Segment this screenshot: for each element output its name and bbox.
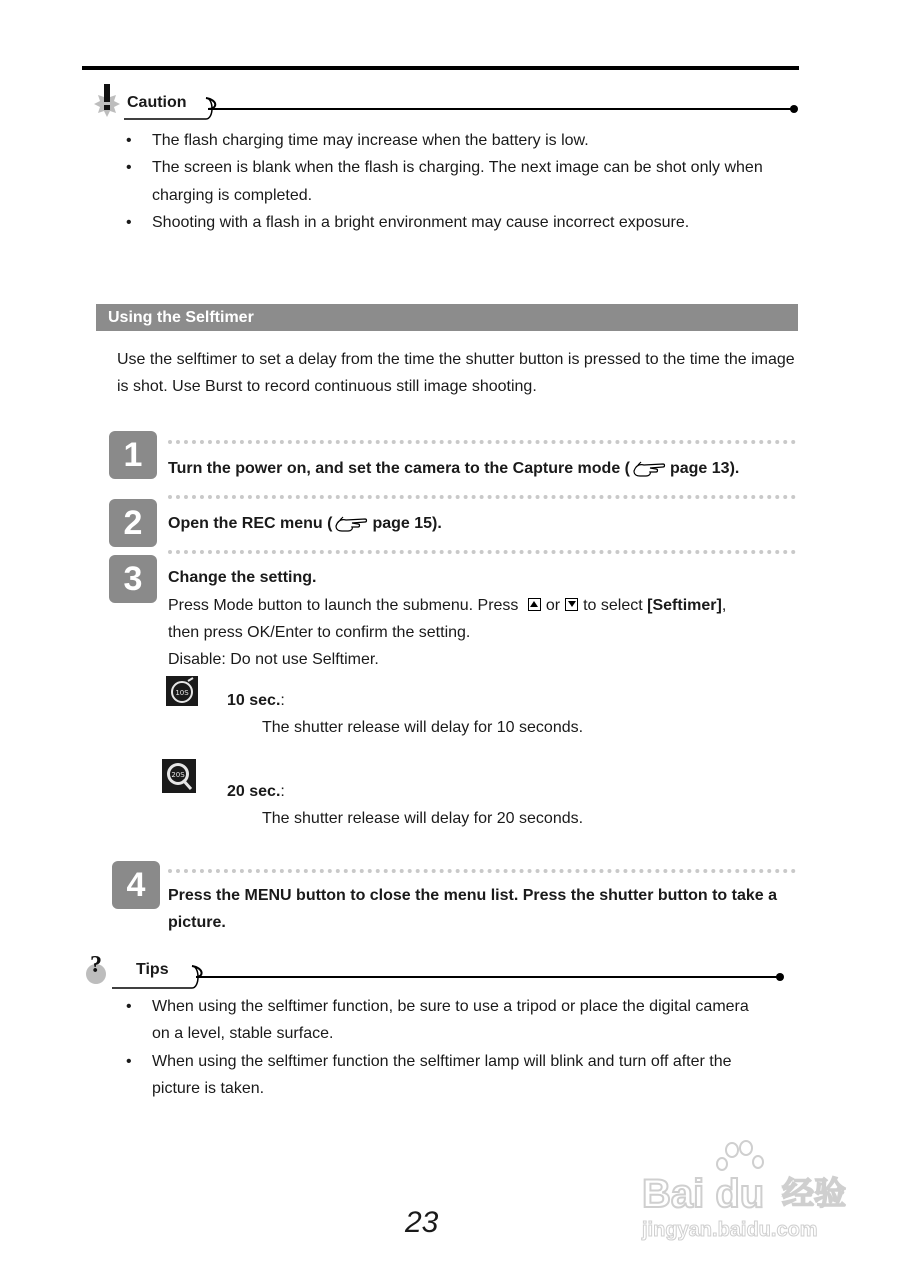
down-arrow-key-icon xyxy=(565,598,578,611)
step-2-text xyxy=(168,515,442,533)
step-divider xyxy=(168,440,796,444)
step-divider xyxy=(168,550,796,554)
step-1-label: Turn the power on, and set the camera to the Capture mode ( xyxy=(168,460,630,477)
caution-icon xyxy=(93,84,121,118)
step-number-2: 2 xyxy=(109,499,157,547)
tips-header-line xyxy=(110,958,786,990)
timer-20s-icon-text: 20S xyxy=(171,771,185,779)
timer-10s-icon xyxy=(166,676,198,706)
caution-header-line xyxy=(122,90,800,120)
pointing-hand-icon xyxy=(334,516,368,532)
top-rule xyxy=(82,66,799,70)
list-item: • The flash charging time may increase when the battery is low. xyxy=(126,127,786,154)
option-20s-name: 20 sec. xyxy=(227,783,281,800)
step-1-text xyxy=(168,460,739,478)
caution-list xyxy=(126,127,786,236)
question-icon xyxy=(84,950,110,986)
step-3-line-2: then press OK/Enter to confirm the setting. xyxy=(168,624,471,641)
up-arrow-key-icon xyxy=(528,598,541,611)
baidu-watermark-logo xyxy=(640,1140,860,1250)
watermark-brand: Bai du xyxy=(642,1172,765,1216)
page-number: 23 xyxy=(405,1206,439,1239)
step-3-setting-name: [Seftimer] xyxy=(647,597,722,614)
step-divider xyxy=(168,869,796,873)
step-divider xyxy=(168,495,796,499)
tips-list xyxy=(126,993,766,1102)
step-4-text: Press the MENU button to close the menu list. Press the shutter button to take a picture. xyxy=(168,887,777,932)
list-item: • When using the selftimer function, be sure to use a tripod or place the digital camera on a level, stable surface. xyxy=(126,993,766,1048)
list-item: • The screen is blank when the flash is charging. The next image can be shot only when charging is completed. xyxy=(126,154,786,209)
list-item: • When using the selftimer function the selftimer lamp will blink and turn off after the picture is taken. xyxy=(126,1048,766,1103)
step-number-1: 1 xyxy=(109,431,157,479)
step-3-line-1-a: Press Mode button to launch the submenu. Press xyxy=(168,597,519,614)
step-1-ref: page 13). xyxy=(669,460,740,477)
list-item: • Shooting with a flash in a bright environment may cause incorrect exposure. xyxy=(126,209,786,236)
caution-label: Caution xyxy=(127,94,187,111)
section-title: Using the Selftimer xyxy=(108,309,254,326)
watermark-url: jingyan.baidu.com xyxy=(642,1219,818,1241)
step-3-heading: Change the setting. xyxy=(168,569,317,586)
timer-10s-icon-text: 10S xyxy=(175,689,189,697)
option-10s-colon: : xyxy=(280,692,285,709)
step-3-line-1 xyxy=(168,592,726,619)
option-20s-colon: : xyxy=(280,783,285,800)
tips-label: Tips xyxy=(136,961,169,978)
timer-20s-icon xyxy=(162,759,196,793)
option-20s-label xyxy=(227,778,285,805)
watermark-cn: 经验 xyxy=(782,1174,847,1212)
option-10s-desc: The shutter release will delay for 10 seconds. xyxy=(262,719,584,736)
option-10s-label xyxy=(227,687,285,714)
option-20s-desc: The shutter release will delay for 20 seconds. xyxy=(262,810,584,827)
option-10s-name: 10 sec. xyxy=(227,692,281,709)
step-3-line-1-b: to select xyxy=(583,597,643,614)
step-number-4: 4 xyxy=(112,861,160,909)
step-3-line-3: Disable: Do not use Selftimer. xyxy=(168,651,379,668)
section-intro: Use the selftimer to set a delay from the time the shutter button is pressed to the time the image is shot. Use Burst to record continuous still image shooting. xyxy=(117,351,795,396)
svg-text:?: ? xyxy=(90,952,102,978)
step-3-or: or xyxy=(545,597,561,614)
step-2-ref: page 15). xyxy=(372,515,442,532)
step-number-3: 3 xyxy=(109,555,157,603)
step-3-comma: , xyxy=(721,597,727,614)
step-2-label: Open the REC menu ( xyxy=(168,515,333,532)
pointing-hand-icon xyxy=(632,461,666,477)
